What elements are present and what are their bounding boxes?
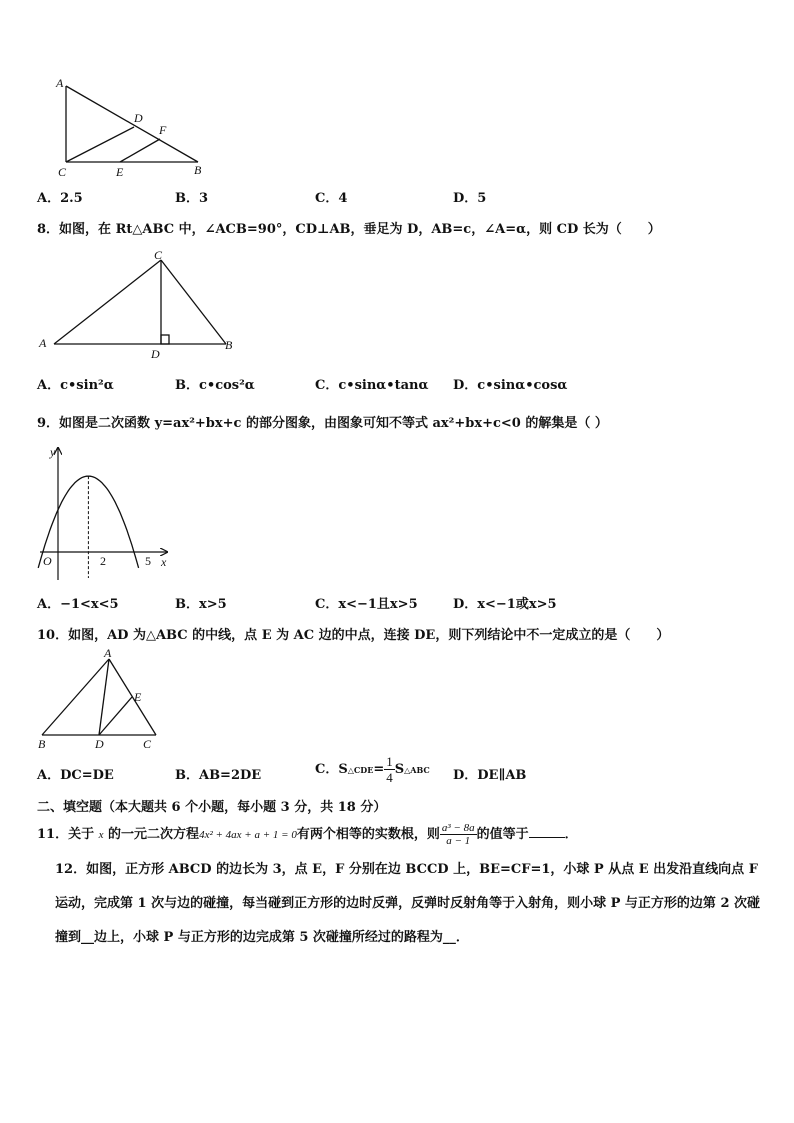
- q8-option-b[interactable]: B．c•cos²α: [175, 378, 255, 393]
- option-c-sub1: △CDE: [347, 765, 374, 775]
- q11-var: x: [98, 829, 104, 841]
- q8-option-a[interactable]: A．c•sin²α: [37, 378, 114, 393]
- answer-blank[interactable]: [529, 837, 565, 838]
- label-A: A: [104, 646, 112, 660]
- label-B: B: [194, 163, 202, 177]
- q10-option-d[interactable]: D．DE∥AB: [453, 768, 527, 783]
- fraction-denominator: a − 1: [446, 835, 471, 847]
- fraction-numerator: 1: [386, 754, 393, 769]
- q9-option-b[interactable]: B．x>5: [175, 597, 227, 612]
- label-D: D: [151, 347, 160, 361]
- q9-option-d[interactable]: D．x<−1或x>5: [453, 597, 557, 612]
- q8-option-c[interactable]: C．c•sinα•tanα: [315, 378, 429, 393]
- figure-q8: [36, 246, 246, 361]
- label-C: C: [154, 248, 163, 262]
- q11-post: 有两个相等的实数根，则: [296, 827, 440, 842]
- label-E: E: [116, 165, 124, 179]
- figure-q7: [48, 74, 213, 182]
- label-D: D: [95, 737, 104, 751]
- q11-end: 的值等于: [476, 827, 529, 842]
- q10-stem: 10．如图，AD 为△ABC 的中线，点 E 为 AC 边的中点，连接 DE，则下列结论中不一定成立的是（ ）: [37, 628, 670, 643]
- q7-option-d[interactable]: D．5: [453, 191, 487, 206]
- q12-text: 12．如图，正方形 ABCD 的边长为 3，点 E，F 分别在边 BCCD 上，BE=CF=1，小球 P 从点 E 出发沿直线向点 F 运动，完成第 1 次与边的碰撞，每当碰到正方形的边时反弹，反弹时反射角等于入射角，则小球 P 与正方形的边第 2 次碰撞到__边上，小球 P 与正方形的边完成第 5 次碰撞所经过的路程为__．: [55, 862, 761, 945]
- fraction-denominator: 4: [386, 770, 393, 785]
- option-c-sub2: △ABC: [404, 765, 430, 775]
- q11-fraction: [440, 822, 477, 847]
- label-A: A: [56, 76, 64, 90]
- label-B: B: [225, 338, 233, 352]
- option-c-eq: =: [373, 762, 385, 777]
- q11-pre: 11．关于: [37, 827, 95, 842]
- option-c-prefix: C．S: [315, 762, 348, 777]
- q10-option-c[interactable]: [315, 754, 430, 785]
- label-D: D: [134, 111, 143, 125]
- q10-option-b[interactable]: B．AB=2DE: [175, 768, 262, 783]
- option-c-fraction: [384, 754, 395, 785]
- label-C: C: [143, 737, 152, 751]
- q7-option-c[interactable]: C．4: [315, 191, 348, 206]
- q11-equation: 4x² + 4ax + a + 1 = 0: [199, 829, 297, 841]
- label-E: E: [134, 690, 142, 704]
- x-axis-label: x: [161, 555, 167, 569]
- label-B: B: [38, 737, 46, 751]
- y-axis-label: y: [50, 445, 56, 459]
- origin-label: O: [43, 554, 52, 568]
- q8-option-d[interactable]: D．c•sinα•cosα: [453, 378, 568, 393]
- fraction-numerator: a³ − 8a: [441, 822, 475, 834]
- label-C: C: [58, 165, 67, 179]
- figure-q10: [36, 645, 161, 753]
- q8-stem: 8．如图，在 Rt△ABC 中，∠ACB=90°，CD⊥AB，垂足为 D，AB=c，∠A=α，则 CD 长为（ ）: [37, 222, 661, 237]
- q11-mid: 的一元二次方程: [108, 827, 200, 842]
- label-F: F: [159, 123, 167, 137]
- q11-stem: [37, 822, 578, 847]
- figure-q9-parabola: [36, 438, 181, 583]
- q9-stem: 9．如图是二次函数 y=ax²+bx+c 的部分图象，由图象可知不等式 ax²+bx+c<0 的解集是（ ）: [37, 416, 608, 431]
- tick-label-5: 5: [145, 554, 151, 568]
- q9-option-c[interactable]: C．x<−1且x>5: [315, 597, 418, 612]
- q7-option-a[interactable]: A．2.5: [37, 191, 83, 206]
- section-title: 二、填空题（本大题共 6 个小题，每小题 3 分，共 18 分）: [37, 800, 387, 815]
- q11-tail: ．: [564, 827, 578, 842]
- q9-option-a[interactable]: A．−1<x<5: [37, 597, 119, 612]
- q10-option-a[interactable]: A．DC=DE: [37, 768, 114, 783]
- option-c-s: S: [394, 762, 405, 777]
- tick-label-2: 2: [100, 554, 106, 568]
- q7-option-b[interactable]: B．3: [175, 191, 209, 206]
- label-A: A: [39, 336, 47, 350]
